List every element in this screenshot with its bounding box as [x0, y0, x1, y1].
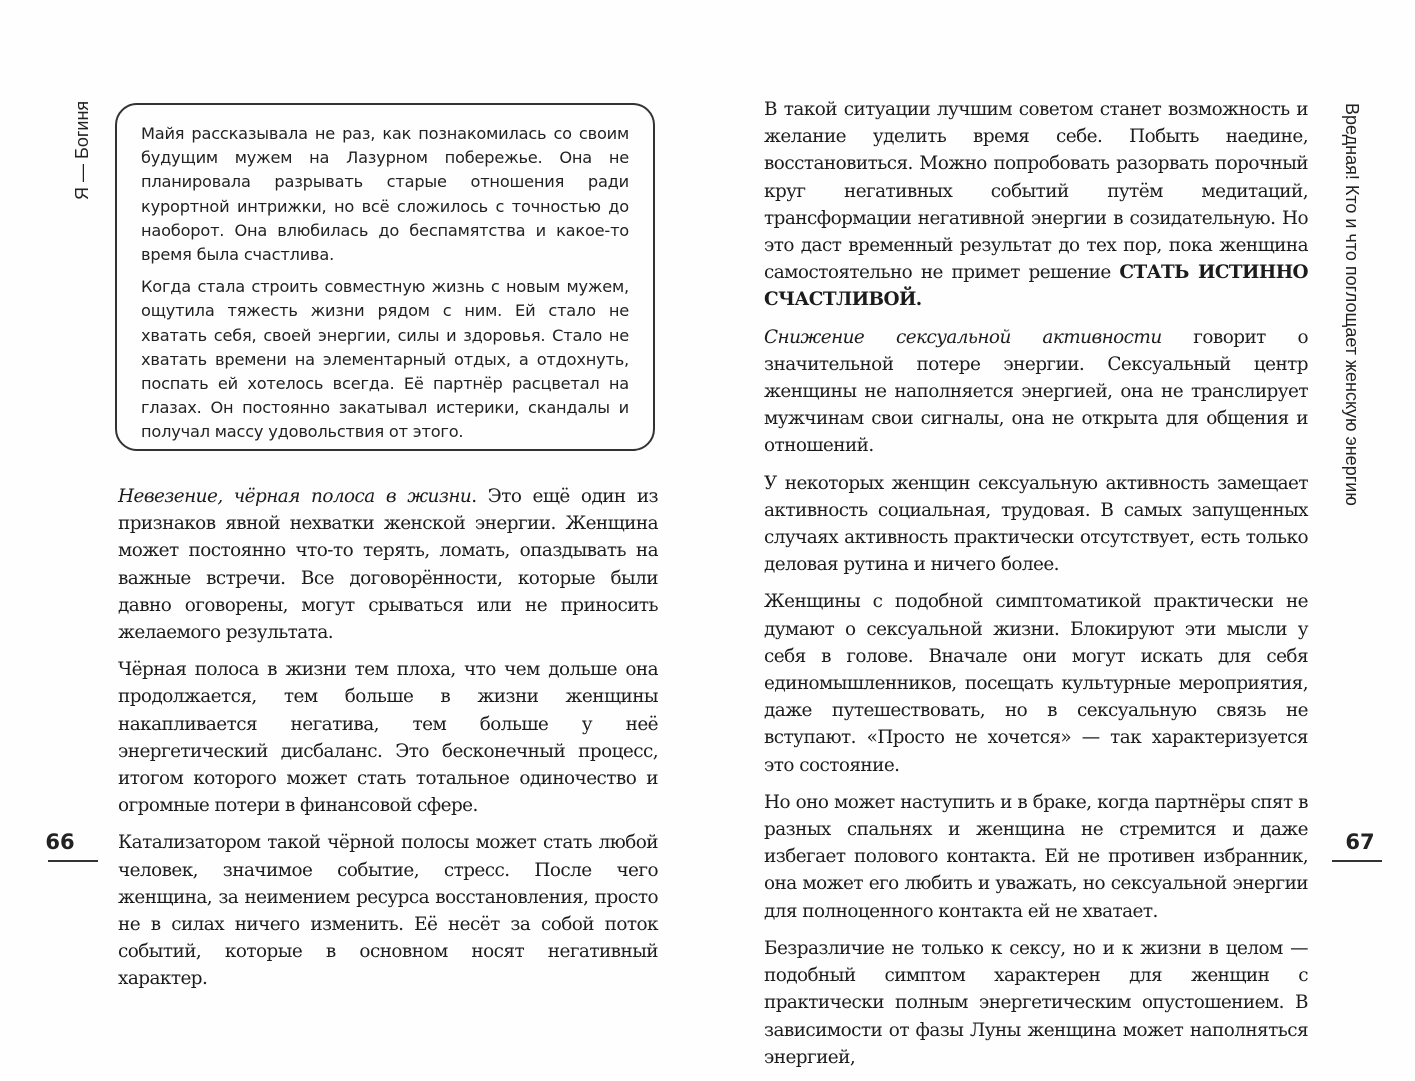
- callout-paragraph: Когда стала строить совместную жизнь с новым мужем, ощутила тяжесть жизни рядом с ним. Ей стало не хватать себя, своей энергии, силы и здоровья. Стало не хватать времени на элементарный отдых, а отдохнуть, поспать ей хотелось всегда. Её партнёр расцветал на глазах. Он постоянно закатывал истерики, скандалы и получал массу удовольствия от этого.: [141, 277, 629, 442]
- story-callout-box: [115, 103, 655, 451]
- page-number-rule-left: [48, 860, 98, 862]
- paragraph-text: . Это ещё один из признаков явной нехватки женской энергии. Женщина может постоянно что-то терять, ломать, опаздывать на важные встречи. Все договорённости, которые были давно оговорены, могут срываться или не приносить желаемого результата.: [118, 486, 659, 644]
- paragraph: Но оно может наступить и в браке, когда партнёры спят в разных спальнях и женщина не стремится и даже избегает полового контакта. Ей не противен избранник, она может его любить и уважать, но сексуальной энергии для полноценного контакта ей не хватает.: [764, 791, 1308, 922]
- paragraph: [118, 483, 658, 646]
- italic-lead: Снижение сексуальной активности: [764, 326, 1162, 348]
- page-number-right: 67: [1345, 830, 1375, 854]
- paragraph: Катализатором такой чёрной полосы может стать любой человек, значимое событие, стресс. После чего женщина, за неимением ресурса восстановления, просто не в силах ничего изменить. Её несёт за собой поток событий, которые в основном носят негативный характер.: [118, 832, 658, 990]
- running-head-right: Вредная! Кто и что поглощает женскую энергию: [1342, 103, 1362, 506]
- right-body-text: [764, 96, 1308, 1081]
- left-body-text: [118, 483, 658, 1003]
- paragraph: Чёрная полоса в жизни тем плоха, что чем дольше она продолжается, тем больше в жизни женщины накапливается негатива, тем больше у неё энергетический дисбаланс. Это бесконечный процесс, итогом которого может стать тотальное одиночество и огромные потери в финансовой сфере.: [118, 659, 658, 817]
- paragraph-text: говорит о значительной потере энергии. Сексуальный центр женщины не наполняется энергией, она не транслирует мужчинам свои сигналы, она не открыта для общения и отношений.: [764, 326, 1308, 457]
- bold-emphasis: СТАТЬ ИСТИННО СЧАСТЛИВОЙ.: [764, 262, 1308, 311]
- page-number-left: 66: [45, 830, 75, 854]
- paragraph-text: В такой ситуации лучшим советом станет возможность и желание уделить время себе. Побыть наедине, восстановиться. Можно попробовать разорвать порочный круг негативных событий путём медитаций, трансформации негативной энергии в созидательную. Но это даст временный результат до тех пор, пока женщина самостоятельно не примет решение: [764, 99, 1308, 284]
- paragraph: [764, 324, 1308, 460]
- page-number-rule-right: [1332, 860, 1382, 862]
- paragraph: [764, 96, 1308, 314]
- italic-lead: Невезение, чёрная полоса в жизни: [118, 486, 472, 507]
- paragraph: У некоторых женщин сексуальную активность замещает активность социальная, трудовая. В самых запущенных случаях активность практически отсутствует, есть только деловая рутина и ничего более.: [764, 472, 1308, 576]
- running-head-left: Я — Богиня: [72, 100, 92, 200]
- paragraph: Безразличие не только к сексу, но и к жизни в целом — подобный симптом характерен для женщин с практически полным энергетическим опустошением. В зависимости от фазы Луны женщина может наполняться энергией,: [764, 937, 1308, 1068]
- paragraph: Женщины с подобной симптоматикой практически не думают о сексуальной жизни. Блокируют эти мысли у себя в голове. Вначале они могут искать для себя единомышленников, посещать культурные мероприятия, даже путешествовать, но в сексуальную связь не вступают. «Просто не хочется» — так характеризуется это состояние.: [764, 591, 1308, 776]
- callout-paragraph: Майя рассказывала не раз, как познакомилась со своим будущим мужем на Лазурном побережье. Она не планировала разрывать старые отношения ради курортной интрижки, но всё сложилось с точностью до наоборот. Она влюбилась до беспамятства и какое-то время была счастлива.: [141, 124, 629, 265]
